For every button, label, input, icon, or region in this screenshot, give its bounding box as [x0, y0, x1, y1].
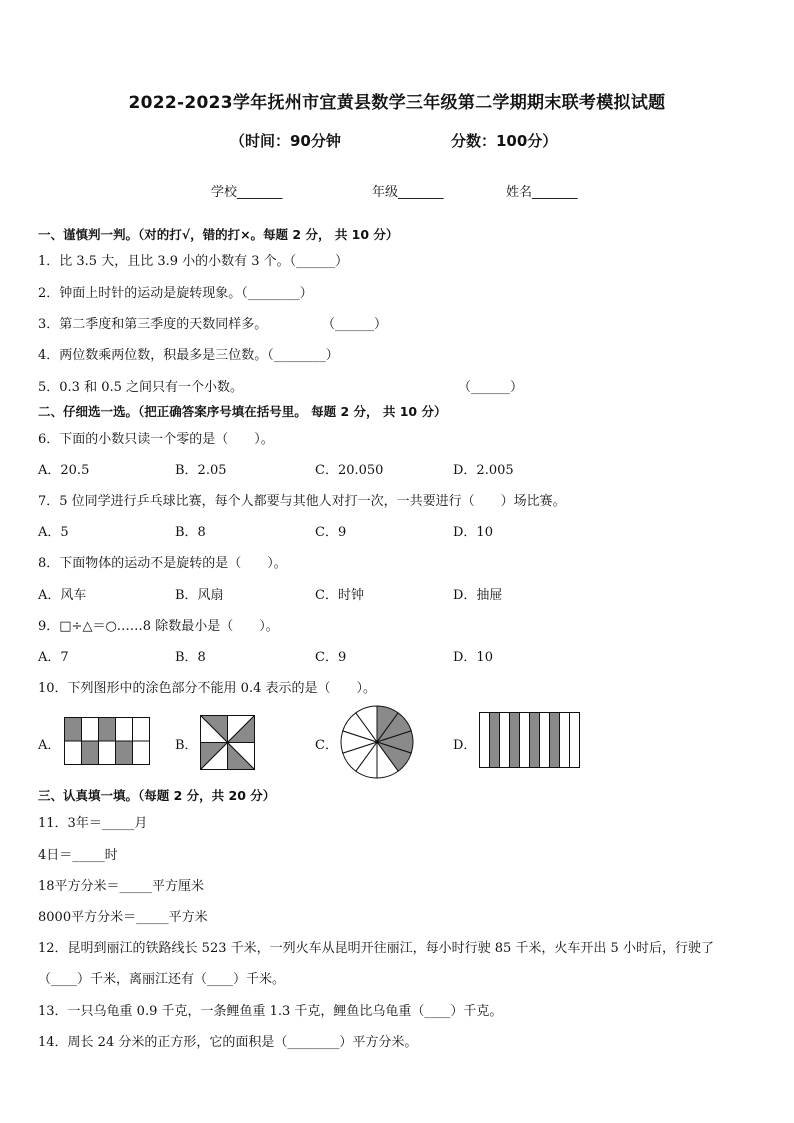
q6-option-d: D．2.005 [453, 463, 514, 478]
q10-option-b: B． [175, 738, 198, 753]
q8-option-c: C．时钟 [315, 588, 364, 603]
q9-option-c: C．9 [315, 650, 347, 665]
question-3-blank: （______） [322, 317, 388, 332]
q6-option-c: C．20.050 [315, 463, 384, 478]
q10-option-c: C． [315, 738, 338, 753]
time-label: （时间：90分钟 [230, 132, 341, 150]
question-5: 5．0.3 和 0.5 之间只有一个小数。 [38, 380, 244, 395]
q10-figure-d-strips [479, 712, 580, 768]
question-4: 4．两位数乘两位数，积最多是三位数。（________） [38, 348, 339, 363]
q9-option-b: B．8 [175, 650, 206, 665]
question-9: 9．□÷△＝○……8 除数最小是（ ）。 [38, 619, 279, 634]
question-1: 1．比 3.5 大，且比 3.9 小的小数有 3 个。（______） [38, 254, 349, 269]
question-3: 3．第二季度和第三季度的天数同样多。 [38, 317, 268, 332]
section-1-heading: 一、谨慎判一判。（对的打√，错的打×。每题 2 分， 共 10 分） [38, 227, 399, 242]
question-11-b: 4日＝_____时 [38, 848, 118, 863]
section-3-heading: 三、认真填一填。（每题 2 分，共 20 分） [38, 788, 276, 803]
name-field: 姓名_______ [506, 185, 578, 200]
q7-option-c: C．9 [315, 525, 347, 540]
score-label: 分数：100分） [451, 132, 558, 150]
grade-field: 年级_______ [372, 185, 444, 200]
question-7: 7．5 位同学进行乒乓球比赛，每个人都要与其他人对打一次，一共要进行（ ）场比赛。 [38, 494, 566, 509]
q9-option-d: D．10 [453, 650, 493, 665]
question-8: 8．下面物体的运动不是旋转的是（ ）。 [38, 556, 287, 571]
q9-option-a: A．7 [38, 650, 69, 665]
question-5-blank: （______） [458, 380, 524, 395]
question-11-a: 11．3年＝_____月 [38, 816, 148, 831]
question-11-c: 18平方分米＝_____平方厘米 [38, 879, 205, 894]
q6-option-a: A．20.5 [38, 463, 90, 478]
q10-option-a: A． [38, 738, 61, 753]
q10-figure-a-grid [64, 717, 150, 765]
question-12-cont: （____）千米，离丽江还有（____）千米。 [38, 972, 286, 987]
question-12: 12．昆明到丽江的铁路线长 523 千米，一列火车从昆明开往丽江，每小时行驶 85 千米，火车开出 5 小时后，行驶了 [38, 941, 714, 956]
q10-figure-b-square [200, 715, 255, 770]
question-6: 6．下面的小数只读一个零的是（ ）。 [38, 432, 274, 447]
q8-option-b: B．风扇 [175, 588, 224, 603]
question-2: 2．钟面上时针的运动是旋转现象。（________） [38, 286, 313, 301]
question-13: 13．一只乌龟重 0.9 千克，一条鲤鱼重 1.3 千克，鲤鱼比乌龟重（____）千克。 [38, 1004, 503, 1019]
section-2-heading: 二、仔细选一选。（把正确答案序号填在括号里。 每题 2 分， 共 10 分） [38, 404, 447, 419]
q7-option-d: D．10 [453, 525, 493, 540]
q6-option-b: B．2.05 [175, 463, 227, 478]
q7-option-a: A．5 [38, 525, 69, 540]
q8-option-a: A．风车 [38, 588, 87, 603]
q10-figure-c-circle [340, 705, 414, 779]
question-11-d: 8000平方分米＝_____平方米 [38, 910, 208, 925]
page-title: 2022-2023学年抚州市宜黄县数学三年级第二学期期末联考模拟试题 [128, 93, 666, 113]
q8-option-d: D．抽屉 [453, 588, 503, 603]
school-field: 学校_______ [211, 185, 283, 200]
question-14: 14．周长 24 分米的正方形，它的面积是（________）平方分米。 [38, 1035, 418, 1050]
q7-option-b: B．8 [175, 525, 206, 540]
q10-option-d: D． [453, 738, 477, 753]
question-10: 10．下列图形中的涂色部分不能用 0.4 表示的是（ ）。 [38, 681, 376, 696]
